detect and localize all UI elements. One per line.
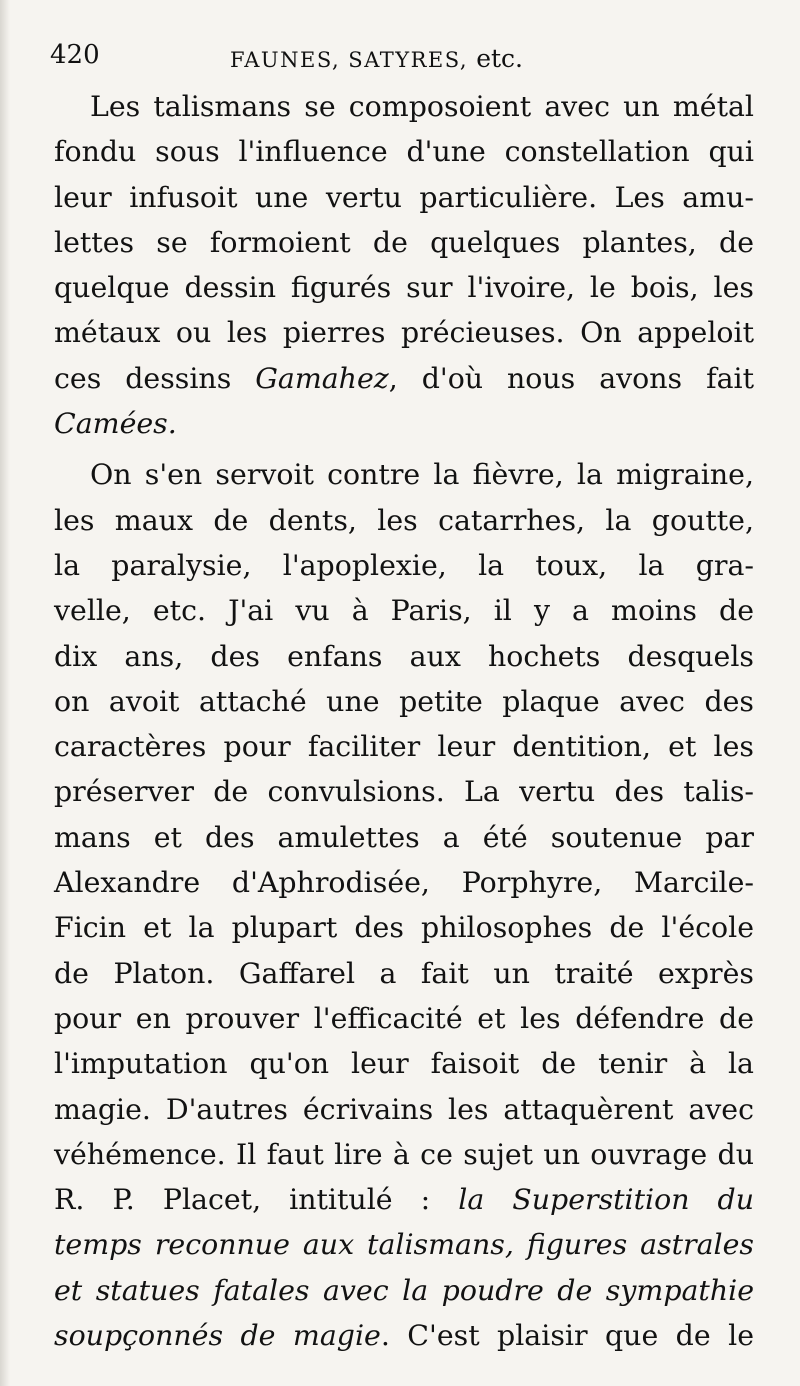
text-line — [54, 356, 754, 401]
text-line: métaux ou les pierres précieuses. On appeloit — [54, 316, 754, 350]
italic-text: Camées. — [54, 407, 177, 441]
text-segment: ces dessins — [54, 361, 256, 395]
text-line: lettes se formoient de quelques plantes, de — [54, 225, 754, 259]
running-head-title: FAUNES, SATYRES, — [230, 48, 469, 72]
text-line — [54, 401, 754, 446]
text-line — [54, 1268, 754, 1313]
italic-text: Gamahez — [255, 361, 389, 395]
text-line: les maux de dents, les catarrhes, la goutte, — [54, 503, 754, 537]
body-text — [54, 84, 754, 1358]
text-line: la paralysie, l'apoplexie, la toux, la gra- — [54, 548, 754, 582]
text-line: magie. D'autres écrivains les attaquèrent avec — [54, 1092, 754, 1126]
text-line: véhémence. Il faut lire à ce sujet un ouvrage du — [54, 1137, 754, 1171]
page-header — [50, 38, 770, 78]
text-line: quelque dessin figurés sur l'ivoire, le bois, les — [54, 271, 754, 305]
text-line: dix ans, des enfans aux hochets desquels — [54, 639, 754, 673]
running-head-etc: etc. — [476, 44, 524, 73]
text-line: de Platon. Gaffarel a fait un traité exprès — [54, 956, 754, 990]
text-segment: . C'est plaisir que de le — [380, 1319, 754, 1353]
text-line: mans et des amulettes a été soutenue par — [54, 820, 754, 854]
text-segment: R. P. Placet, intitulé : — [54, 1183, 459, 1217]
text-line: l'imputation qu'on leur faisoit de tenir à la — [54, 1047, 754, 1081]
text-line: préserver de convulsions. La vertu des talis- — [54, 775, 754, 809]
text-line: velle, etc. J'ai vu à Paris, il y a moins de — [54, 594, 754, 628]
italic-text: soupçonnés de magie — [54, 1319, 381, 1353]
text-line: caractères pour faciliter leur dentition, et les — [54, 730, 754, 764]
text-line — [54, 1313, 754, 1358]
italic-text: la Superstition du — [458, 1183, 754, 1217]
running-head — [230, 44, 523, 73]
text-line: On s'en servoit contre la fièvre, la migraine, — [90, 458, 754, 492]
text-line: fondu sous l'influence d'une constellation qui — [54, 135, 754, 169]
text-line: pour en prouver l'efficacité et les défendre de — [54, 1001, 754, 1035]
page-number: 420 — [50, 40, 100, 70]
text-segment: , d'où nous avons fait — [388, 361, 754, 395]
text-line — [54, 1177, 754, 1222]
italic-text: et statues fatales avec la poudre de sympathie — [54, 1273, 754, 1307]
text-line: Alexandre d'Aphrodisée, Porphyre, Marcile- — [54, 866, 754, 900]
italic-text: temps reconnue aux talismans, figures astrales — [54, 1228, 754, 1262]
text-line: leur infusoit une vertu particulière. Les amu- — [54, 180, 754, 214]
paragraph — [54, 452, 754, 1358]
text-line: on avoit attaché une petite plaque avec des — [54, 684, 754, 718]
page-edge-shadow — [0, 0, 10, 1386]
text-line: Les talismans se composoient avec un métal — [90, 90, 754, 123]
paragraph — [54, 84, 754, 446]
text-line: Ficin et la plupart des philosophes de l'école — [54, 911, 754, 945]
text-line — [54, 1222, 754, 1267]
